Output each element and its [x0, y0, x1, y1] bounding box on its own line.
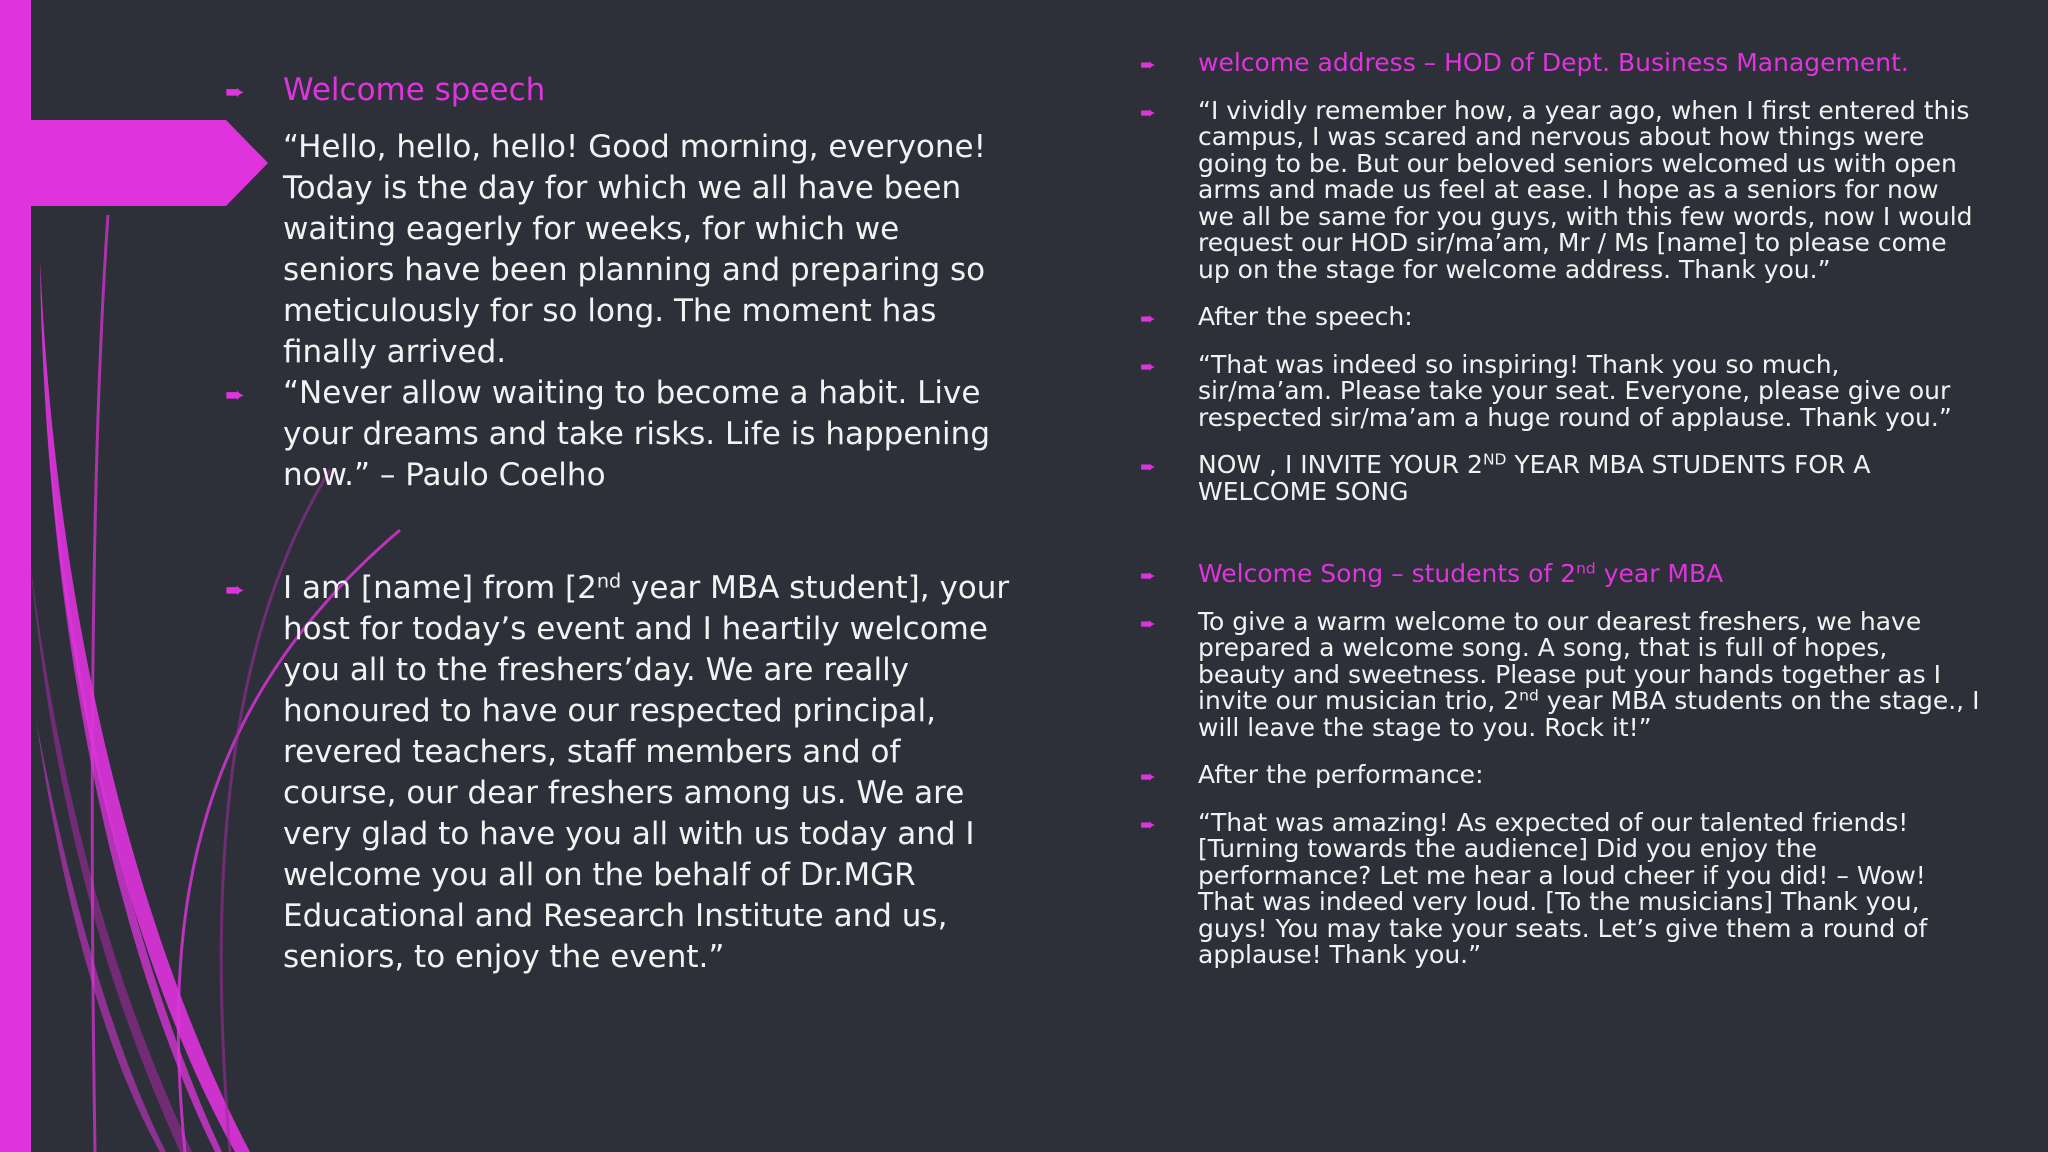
right-arrow-icon: ➨: [1140, 612, 1156, 635]
list-item: [225, 568, 1015, 978]
list-item: [1140, 762, 1980, 789]
list-item: [1140, 606, 1980, 742]
closing-paragraph: “That was amazing! As expected of our talented friends! [Turning towards the audience] Did you enjoy the performance? Let me hear a loud cheer if you did! – Wow! That was indeed very loud. [To the musicians] Thank you, guys! You may take your seats. Let’s give them a round of applause! Thank you.”: [1198, 807, 1928, 969]
intro-paragraph: I am [name] from [2nd year MBA student], your host for today’s event and I heartily welcome you all to the freshers’day. We are really honoured to have our respected principal, revered teachers, staff members and of course, our dear freshers among us. We are very glad to have you all with us today and I welcome you all on the behalf of Dr.MGR Educational and Research Institute and us, seniors, to enjoy the event.”: [283, 569, 1010, 975]
welcome-song-heading: Welcome Song – students of 2nd year MBA: [1198, 559, 1724, 588]
thanks-paragraph: “That was indeed so inspiring! Thank you so much, sir/ma’am. Please take your seat. Everyone, please give our respected sir/ma’am a huge round of applause. Thank you.”: [1198, 349, 1952, 432]
song-paragraph: To give a warm welcome to our dearest freshers, we have prepared a welcome song. A song, that is full of hopes, beauty and sweetness. Please put your hands together as I invite our musician trio, 2nd year MBA students on the stage., I will leave the stage to you. Rock it!”: [1198, 606, 1980, 742]
list-item: [1140, 452, 1980, 505]
quote-paragraph: “Never allow waiting to become a habit. Live your dreams and take risks. Life is happening now.” – Paulo Coelho: [283, 375, 990, 493]
list-item: [1140, 561, 1980, 588]
list-item: [1140, 349, 1980, 432]
right-arrow-icon: ➨: [1140, 54, 1156, 76]
welcome-speech-heading: Welcome speech: [283, 72, 546, 108]
right-arrow-icon: ➨: [225, 381, 246, 409]
list-item: [1140, 304, 1980, 331]
welcome-address-heading: welcome address – HOD of Dept. Business Management.: [1198, 48, 1909, 77]
list-item: [1140, 807, 1980, 969]
list-item: [225, 373, 1015, 496]
after-performance-label: After the performance:: [1198, 760, 1484, 789]
right-arrow-icon: ➨: [1140, 813, 1156, 836]
right-arrow-icon: ➨: [1140, 355, 1156, 378]
list-item: [1140, 95, 1980, 284]
list-item: [225, 70, 1015, 111]
right-arrow-icon: ➨: [1140, 456, 1156, 478]
left-column: [225, 70, 1015, 978]
after-speech-label: After the speech:: [1198, 302, 1413, 331]
right-arrow-icon: ➨: [1140, 308, 1156, 330]
opening-paragraph: “Hello, hello, hello! Good morning, everyone! Today is the day for which we all have been waiting eagerly for weeks, for which we seniors have been planning and preparing so meticulously for so long. The moment has finally arrived.: [283, 129, 987, 370]
address-paragraph: “I vividly remember how, a year ago, when I first entered this campus, I was scared and nervous about how things were going to be. But our beloved seniors welcomed us with open arms and made us feel at ease. I hope as a seniors for now we all be same for you guys, with this few words, now I would request our HOD sir/ma’am, Mr / Ms [name] to please come up on the stage for welcome address. Thank you.”: [1198, 95, 1973, 284]
list-item: [1140, 50, 1980, 77]
right-column: [1140, 50, 1980, 969]
right-arrow-icon: ➨: [225, 78, 246, 106]
right-arrow-icon: ➨: [1140, 766, 1156, 788]
invite-paragraph: NOW , I INVITE YOUR 2ND YEAR MBA STUDENTS FOR A WELCOME SONG: [1198, 450, 1871, 506]
right-arrow-icon: ➨: [1140, 101, 1156, 124]
right-arrow-icon: ➨: [1140, 565, 1156, 587]
right-arrow-icon: ➨: [225, 576, 246, 604]
